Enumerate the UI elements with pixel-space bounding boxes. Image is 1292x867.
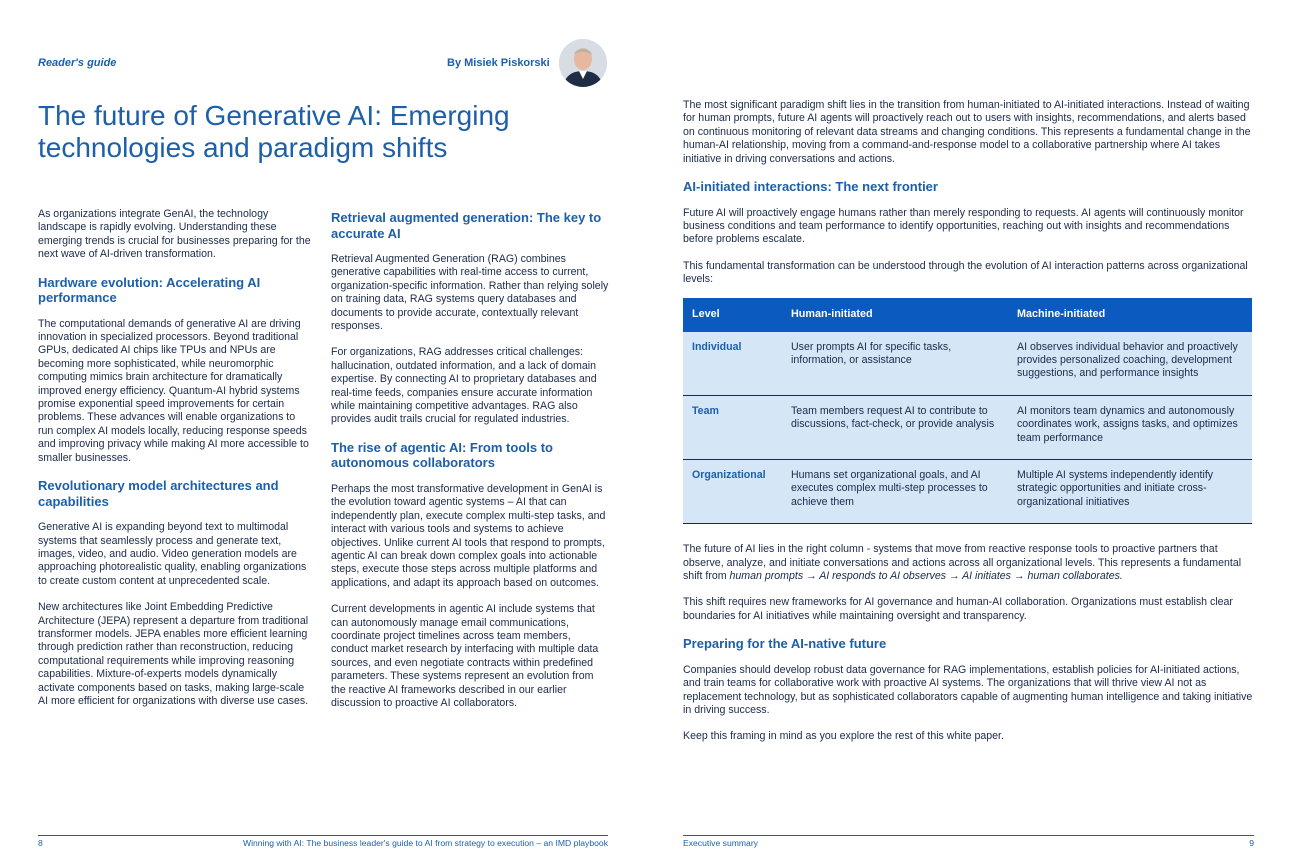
table-cell-machine: Multiple AI systems independently identify strategic opportunities and initiate cross-organizational initiatives — [1008, 460, 1252, 524]
right-column — [683, 99, 1255, 757]
table-header-row — [683, 298, 1252, 332]
paragraph-agentic-1: Perhaps the most transformative development in GenAI is the evolution toward agentic systems – AI that can independently plan, execute complex multi-step tasks, and interact with various tools and systems to achieve objectives. Unlike current AI tools that respond to prompts, agentic AI can break down complex goals into actionable steps, execute those steps across multiple platforms and applications, and adapt its approach based on outcomes. — [331, 482, 606, 589]
paragraph-rag-2: For organizations, RAG addresses critical challenges: hallucination, outdated information, and a lack of domain expertise. By connecting AI to proprietary databases and real-time feeds, companies ensure accurate information while maintaining competitive advantages. RAG also provides audit trails crucial for regulated industries. — [331, 346, 597, 426]
page-title-line-1: The future of Generative AI: Emerging — [38, 100, 510, 131]
table-cell-machine: AI observes individual behavior and proactively provides personalized coaching, development suggestions, and performance insights — [1008, 332, 1252, 396]
paragraph-future-text: The future of AI lies in the right column - systems that move from reactive response tools to proactive partners that observe, analyze, and initiate conversations and actions across all organizational levels. This represents a fundamental shift from — [683, 543, 1242, 583]
paragraph-frontier-1: Future AI will proactively engage humans rather than merely responding to requests. AI agents will continuously monitor business conditions and team performance to identify opportunities, reaching out with insights and recommendations before problems escalate. — [683, 206, 1244, 246]
table-cell-machine: AI monitors team dynamics and autonomously coordinates work, assigns tasks, and optimizes team performance — [1008, 395, 1252, 459]
left-footer-title: Winning with AI: The business leader's guide to AI from strategy to execution – an IMD playbook — [242, 838, 608, 848]
right-footer-rule — [683, 835, 1254, 836]
paragraph-governance: This shift requires new frameworks for AI governance and human-AI collaboration. Organizations must establish clear boundaries for AI initiatives while maintaining oversight and transparency. — [683, 596, 1233, 622]
right-footer-title: Executive summary — [683, 838, 758, 848]
page-title — [38, 100, 598, 164]
intro-paragraph: As organizations integrate GenAI, the technology landscape is rapidly evolving. Understanding these emerging trends is crucial for businesses preparing for the next wave of AI-driven transformation. — [38, 208, 311, 261]
left-column-1 — [38, 208, 312, 721]
table-row — [683, 460, 1252, 524]
table-cell-human: Team members request AI to contribute to discussions, fact-check, or provide analysis — [782, 395, 1008, 459]
paragraph-hardware: The computational demands of generative AI are driving innovation in specialized processors. Beyond traditional GPUs, dedicated AI chips like TPUs and NPUs are becoming more sophisticated, while neuromorphic computing mimics brain architecture for dramatically improved energy efficiency. Quantum-AI hybrid systems promise exponential speed improvements for certain problems. These advances will enable organizations to run complex AI models locally, reducing response speeds and improving privacy while making AI more accessible to smaller businesses. — [38, 317, 309, 464]
paragraph-models-1: Generative AI is expanding beyond text to multimodal systems that seamlessly process and generate text, images, video, and audio. Video generation models are approaching photorealistic quality, enabling organizations to create custom content at unprecedented scale. — [38, 521, 307, 587]
table-cell-level: Organizational — [683, 460, 782, 524]
right-page-number: 9 — [1249, 838, 1254, 848]
paragraph-agentic-2: Current developments in agentic AI include systems that can autonomously manage email communications, coordinate project timelines across team members, conduct market research by interfacing with multiple data sources, and even negotiate contracts within predefined parameters. These systems represent an evolution from the reactive AI frameworks described in our earlier discussion to proactive AI collaborators. — [331, 603, 599, 709]
paragraph-future-emphasis: human prompts → AI responds to AI observes → AI initiates → human collaborates. — [729, 570, 1123, 583]
left-footer-rule — [38, 835, 608, 836]
section-kicker: Reader's guide — [38, 57, 117, 69]
heading-prepare: Preparing for the AI-native future — [683, 636, 887, 652]
page-title-line-2: technologies and paradigm shifts — [38, 132, 448, 163]
table-cell-level: Individual — [683, 332, 782, 396]
heading-agentic: The rise of agentic AI: From tools to autonomous collaborators — [331, 439, 553, 471]
table-cell-level: Team — [683, 395, 782, 459]
table-cell-human: User prompts AI for specific tasks, information, or assistance — [782, 332, 1008, 396]
paragraph-paradigm-shift: The most significant paradigm shift lies in the transition from human-initiated to AI-initiated interactions. Instead of waiting for human prompts, future AI agents will proactively reach out to users with insights, recommendations, and alerts based on continuous monitoring of relevant data streams and changing conditions. This represents a fundamental change in the human-AI relationship, moving from a command-and-response model to a collaborative partnership where AI takes initiative in driving conversations and actions. — [683, 99, 1251, 165]
paragraph-closing: Keep this framing in mind as you explore the rest of this white paper. — [683, 730, 1004, 743]
table-header-human: Human-initiated — [782, 298, 1008, 332]
author-byline: By Misiek Piskorski — [447, 57, 550, 69]
author-portrait-icon — [559, 39, 607, 87]
author-avatar — [559, 39, 607, 87]
paragraph-frontier-2: This fundamental transformation can be understood through the evolution of AI interaction patterns across organizational levels: — [683, 259, 1248, 286]
left-page-number: 8 — [38, 838, 43, 848]
heading-model-architectures: Revolutionary model architectures and capabilities — [38, 478, 279, 509]
interaction-levels-table — [683, 298, 1252, 525]
table-row — [683, 332, 1252, 396]
table-cell-human: Humans set organizational goals, and AI executes complex multi-step processes to achieve them — [782, 460, 1008, 524]
heading-rag: Retrieval augmented generation: The key to accurate AI — [331, 210, 602, 241]
heading-frontier: AI-initiated interactions: The next frontier — [683, 179, 938, 195]
paragraph-prepare: Companies should develop robust data governance for RAG implementations, establish policies for AI-initiated actions, and train teams for collaborative work with proactive AI systems. The organizations that will thrive view AI not as replacement technology, but as sophisticated collaborators capable of augmenting human intelligence and taking initiative in driving success. — [683, 663, 1253, 716]
table-header-level: Level — [683, 298, 782, 332]
table-row — [683, 395, 1252, 459]
paragraph-models-2: New architectures like Joint Embedding Predictive Architecture (JEPA) represent a departure from traditional transformer models. JEPA enables more efficient learning through prediction rather than reconstruction, reducing computational requirements while improving reasoning capabilities. Mixture-of-experts models dynamically activate components based on tasks, making large-scale AI more efficient for organizations with diverse use cases. — [38, 601, 309, 707]
paragraph-rag-1: Retrieval Augmented Generation (RAG) combines generative capabilities with real-time access to current, organization-specific information. Rather than relying solely on training data, RAG systems query databases and documents to provide accurate, contextually relevant responses. — [331, 253, 609, 333]
table-header-machine: Machine-initiated — [1008, 298, 1252, 332]
heading-hardware: Hardware evolution: Accelerating AI performance — [38, 274, 261, 306]
paragraph-future — [683, 543, 1255, 583]
left-column-2 — [331, 208, 609, 723]
